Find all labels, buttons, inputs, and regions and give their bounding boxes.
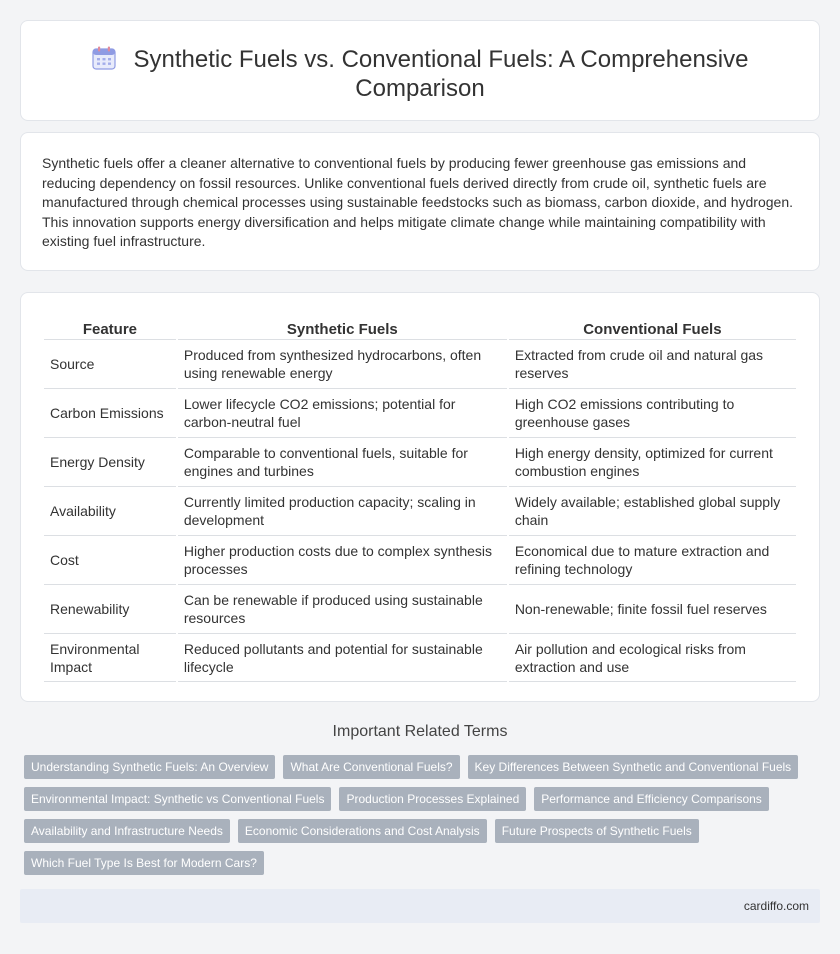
intro-card	[20, 132, 820, 271]
related-term-link[interactable]: Understanding Synthetic Fuels: An Overview	[24, 755, 275, 779]
comparison-card	[20, 292, 820, 702]
related-term-link[interactable]: Availability and Infrastructure Needs	[24, 819, 230, 843]
related-term-link[interactable]: Performance and Efficiency Comparisons	[534, 787, 769, 811]
comparison-table	[42, 317, 798, 682]
synthetic-cell: Comparable to conventional fuels, suitable for engines and turbines	[178, 437, 507, 486]
feature-cell: Source	[44, 339, 176, 388]
synthetic-cell: Higher production costs due to complex synthesis processes	[178, 535, 507, 584]
footer-site-link[interactable]: cardiffo.com	[743, 899, 809, 913]
title-line-1: Synthetic Fuels vs. Conventional Fuels: A Comprehensive	[133, 46, 749, 73]
related-terms-list	[24, 755, 804, 883]
table-header-row	[44, 317, 796, 339]
header-conventional: Conventional Fuels	[583, 321, 722, 338]
related-term-link[interactable]: Production Processes Explained	[339, 787, 526, 811]
related-terms-title: Important Related Terms	[332, 723, 508, 740]
table-row	[44, 584, 796, 633]
conventional-cell: Economical due to mature extraction and refining technology	[509, 535, 796, 584]
synthetic-cell: Reduced pollutants and potential for sustainable lifecycle	[178, 633, 507, 682]
feature-cell: Renewability	[44, 584, 176, 633]
table-row	[44, 633, 796, 682]
synthetic-cell: Can be renewable if produced using sustainable resources	[178, 584, 507, 633]
page-title	[21, 45, 819, 103]
synthetic-cell: Lower lifecycle CO2 emissions; potential for carbon-neutral fuel	[178, 388, 507, 437]
synthetic-cell: Currently limited production capacity; scaling in development	[178, 486, 507, 535]
conventional-cell: Extracted from crude oil and natural gas reserves	[509, 339, 796, 388]
footer	[20, 889, 820, 923]
calendar-icon	[92, 46, 116, 70]
title-line-2: Comparison	[355, 75, 485, 102]
related-term-link[interactable]: What Are Conventional Fuels?	[283, 755, 459, 779]
header-feature: Feature	[82, 321, 138, 338]
conventional-cell: High CO2 emissions contributing to greenhouse gases	[509, 388, 796, 437]
table-row	[44, 339, 796, 388]
conventional-cell: Non-renewable; finite fossil fuel reserves	[509, 584, 796, 633]
related-term-link[interactable]: Key Differences Between Synthetic and Conventional Fuels	[468, 755, 799, 779]
table-row	[44, 486, 796, 535]
feature-cell: Availability	[44, 486, 176, 535]
table-row	[44, 388, 796, 437]
header-card	[20, 20, 820, 121]
table-row	[44, 535, 796, 584]
table-row	[44, 437, 796, 486]
header-synthetic: Synthetic Fuels	[286, 321, 398, 338]
related-term-link[interactable]: Future Prospects of Synthetic Fuels	[495, 819, 699, 843]
feature-cell: Environmental Impact	[44, 633, 176, 682]
conventional-cell: Air pollution and ecological risks from extraction and use	[509, 633, 796, 682]
synthetic-cell: Produced from synthesized hydrocarbons, often using renewable energy	[178, 339, 507, 388]
conventional-cell: Widely available; established global supply chain	[509, 486, 796, 535]
related-term-link[interactable]: Economic Considerations and Cost Analysis	[238, 819, 487, 843]
feature-cell: Cost	[44, 535, 176, 584]
feature-cell: Carbon Emissions	[44, 388, 176, 437]
related-term-link[interactable]: Which Fuel Type Is Best for Modern Cars?	[24, 851, 264, 875]
related-term-link[interactable]: Environmental Impact: Synthetic vs Conventional Fuels	[24, 787, 331, 811]
conventional-cell: High energy density, optimized for current combustion engines	[509, 437, 796, 486]
intro-paragraph: Synthetic fuels offer a cleaner alternative to conventional fuels by producing fewer greenhouse gas emissions and reducing dependency on fossil resources. Unlike conventional fuels derived directly from crude oil, synthetic fuels are manufactured through chemical processes using sustainable feedstocks such as biomass, carbon dioxide, and hydrogen. This innovation supports energy diversification and helps mitigate climate change while maintaining compatibility with existing fuel infrastructure.	[42, 155, 793, 249]
feature-cell: Energy Density	[44, 437, 176, 486]
